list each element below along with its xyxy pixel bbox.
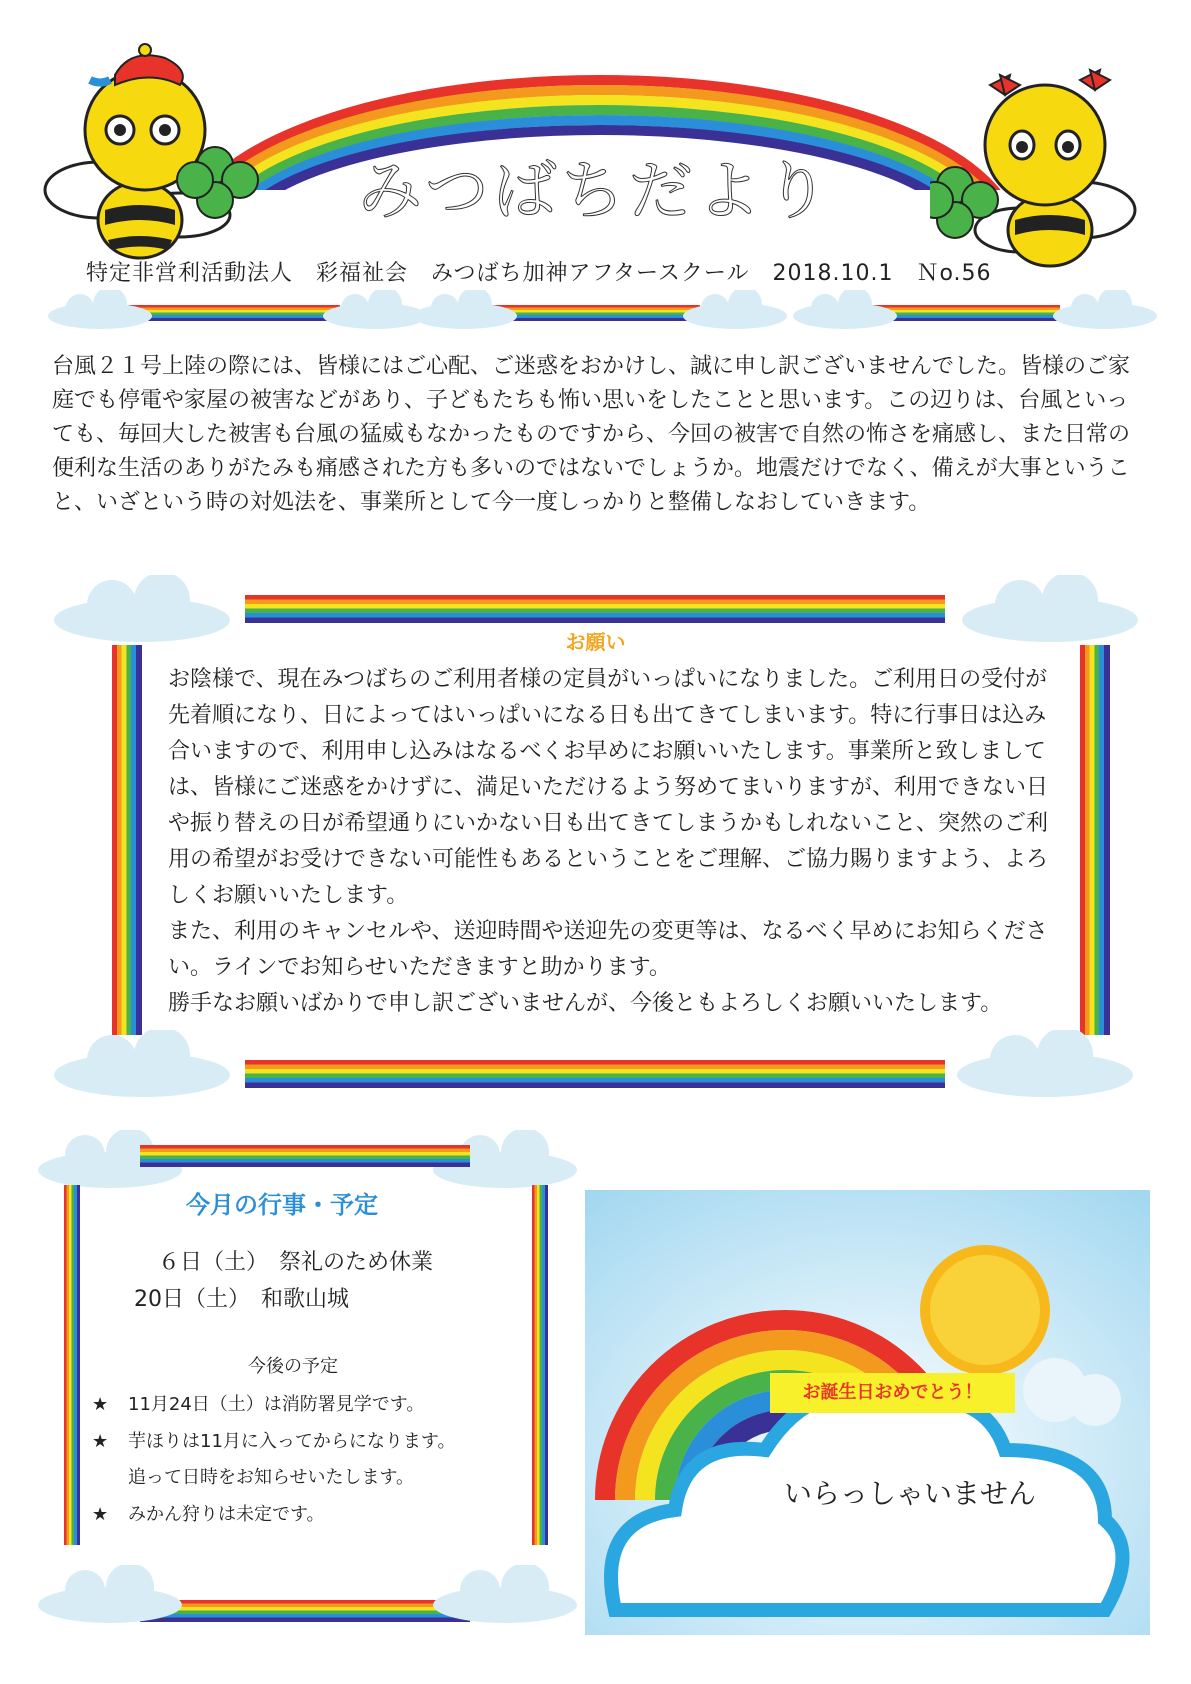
- star-icon: ★: [92, 1394, 109, 1415]
- schedule-event: 20日（土） 和歌山城: [134, 1287, 349, 1312]
- cloud-icon: [955, 1030, 1135, 1100]
- star-icon: ★: [92, 1431, 109, 1452]
- cloud-icon: [35, 1565, 185, 1625]
- cloud-icon: [45, 290, 155, 330]
- schedule-frame-top: [140, 1145, 470, 1167]
- future-item: [92, 1500, 325, 1526]
- notice-frame-bottom: [245, 1060, 945, 1088]
- future-item-text: 11月24日（土）は消防署見学です。: [128, 1394, 425, 1415]
- future-item-text: 追って日時をお知らせいたします。: [128, 1467, 415, 1488]
- cloud-icon: [410, 290, 520, 330]
- cloud-icon: [680, 290, 790, 330]
- notice-frame-top: [245, 595, 945, 623]
- future-item: [92, 1427, 455, 1453]
- future-item: [92, 1463, 414, 1489]
- notice-frame-left: [112, 645, 142, 1035]
- schedule-event: ６日（土） 祭礼のため休業: [158, 1250, 434, 1275]
- notice-paragraph: お陰様で、現在みつばちのご利用者様の定員がいっぱいになりました。ご利用日の受付が先着順になり、日によってはいっぱいになる日も出てきてしまいます。特に行事日は込み合いますので、利用申し込みはなるべくお早めにお願いいたします。事業所と致しましては、皆様にご迷惑をかけずに、満足いただけるよう努めてまいりますが、利用できない日や振り替えの日が希望通りにいかない日も出てきてしまうかもしれないこと、突然のご利用の希望がお受けできない可能性もあるということをご理解、ご協力賜りますよう、よろしくお願いいたします。: [168, 667, 1049, 908]
- cloud-icon: [1050, 290, 1160, 330]
- newsletter-subtitle: 特定非営利活動法人 彩福祉会 みつばち加神アフタースクール 2018.10.1 Ｎo.56: [86, 261, 992, 286]
- future-item-text: みかん狩りは未定です。: [128, 1504, 325, 1525]
- schedule-frame-bottom: [140, 1600, 470, 1622]
- notice-body: [168, 662, 1068, 1022]
- newsletter-title: みつばちだより: [358, 155, 833, 229]
- notice-paragraph: また、利用のキャンセルや、送迎時間や送迎先の変更等は、なるべく早めにお知らください。ラインでお知らせいただきますと助かります。: [168, 919, 1048, 980]
- schedule-frame-left: [64, 1185, 80, 1545]
- future-item-text: 芋ほりは11月に入ってからになります。: [128, 1431, 456, 1452]
- cloud-icon: [790, 290, 900, 330]
- notice-heading: お願い: [565, 630, 626, 654]
- cloud-icon: [52, 1030, 232, 1100]
- intro-paragraph: 台風２１号上陸の際には、皆様にはご心配、ご迷惑をおかけし、誠に申し訳ございませんでした。皆様のご家庭でも停電や家屋の被害などがあり、子どもたちも怖い思いをしたことと思います。この辺りは、台風といっても、毎回大した被害も台風の猛威もなかったものですから、今回の被害で自然の怖さを痛感し、また日常の便利な生活のありがたみも痛感された方も多いのではないでしょうか。地震だけでなく、備えが大事ということ、いざという時の対処法を、事業所として今一度しっかりと整備しなおしていきます。: [52, 354, 1131, 515]
- future-item: [92, 1390, 424, 1416]
- cloud-icon: [430, 1565, 580, 1625]
- schedule-frame-right: [532, 1185, 548, 1545]
- schedule-title: 今月の行事・予定: [186, 1191, 378, 1219]
- future-heading: 今後の予定: [248, 1356, 338, 1377]
- birthday-message: いらっしゃいません: [783, 1477, 1036, 1510]
- birthday-banner: お誕生日おめでとう！: [770, 1373, 1015, 1413]
- notice-paragraph: 勝手なお願いばかりで申し訳ございませんが、今後ともよろしくお願いいたします。: [168, 991, 1003, 1016]
- notice-frame-right: [1080, 645, 1110, 1035]
- star-icon: ★: [92, 1504, 109, 1525]
